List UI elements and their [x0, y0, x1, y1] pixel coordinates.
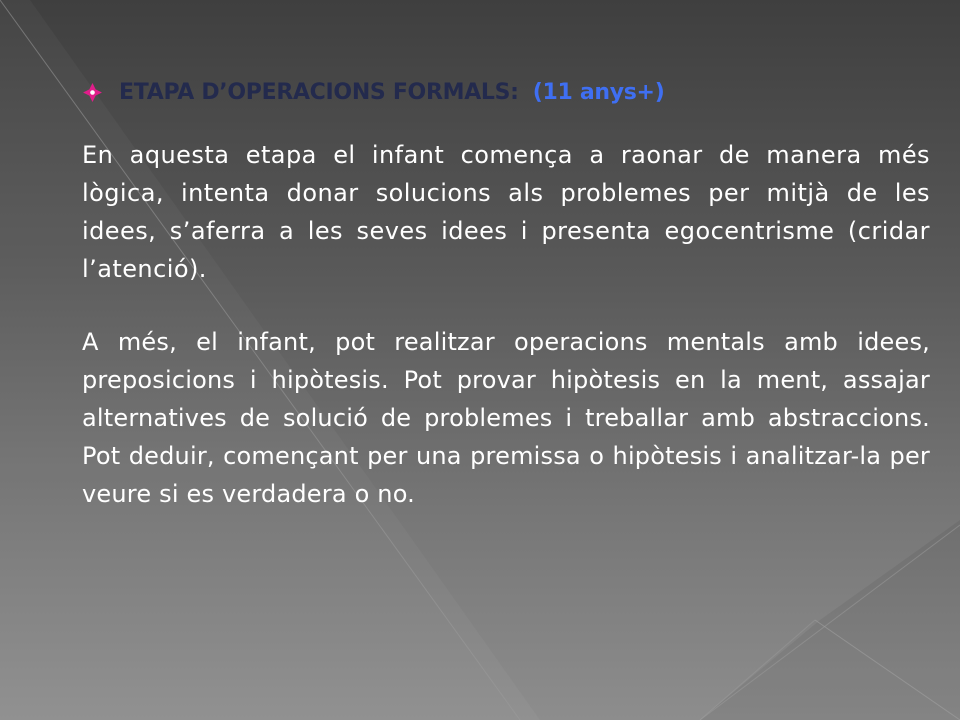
paragraph-abilities: A més, el infant, pot realitzar operacions mentals amb idees, preposicions i hipòtesis. Pot provar hipòtesis en la ment, assajar alternatives de solució de problemes i treballar amb abstraccions. Pot deduir, començant per una premissa o hipòtesis i analitzar-la per veure si es verdadera o no. [82, 328, 930, 508]
stage-title: ETAPA D’OPERACIONS FORMALS: [119, 79, 519, 105]
age-range-label: (11 anys+) [532, 79, 665, 105]
diamond-flower-icon [82, 82, 103, 103]
paragraph-description: En aquesta etapa el infant comença a raonar de manera més lògica, intenta donar solucions als problemes per mitjà de les idees, s’aferra a les seves idees i presenta egocentrisme (cridar l’atenció). [82, 141, 930, 283]
section-heading [82, 70, 930, 114]
slide-content [82, 70, 930, 513]
